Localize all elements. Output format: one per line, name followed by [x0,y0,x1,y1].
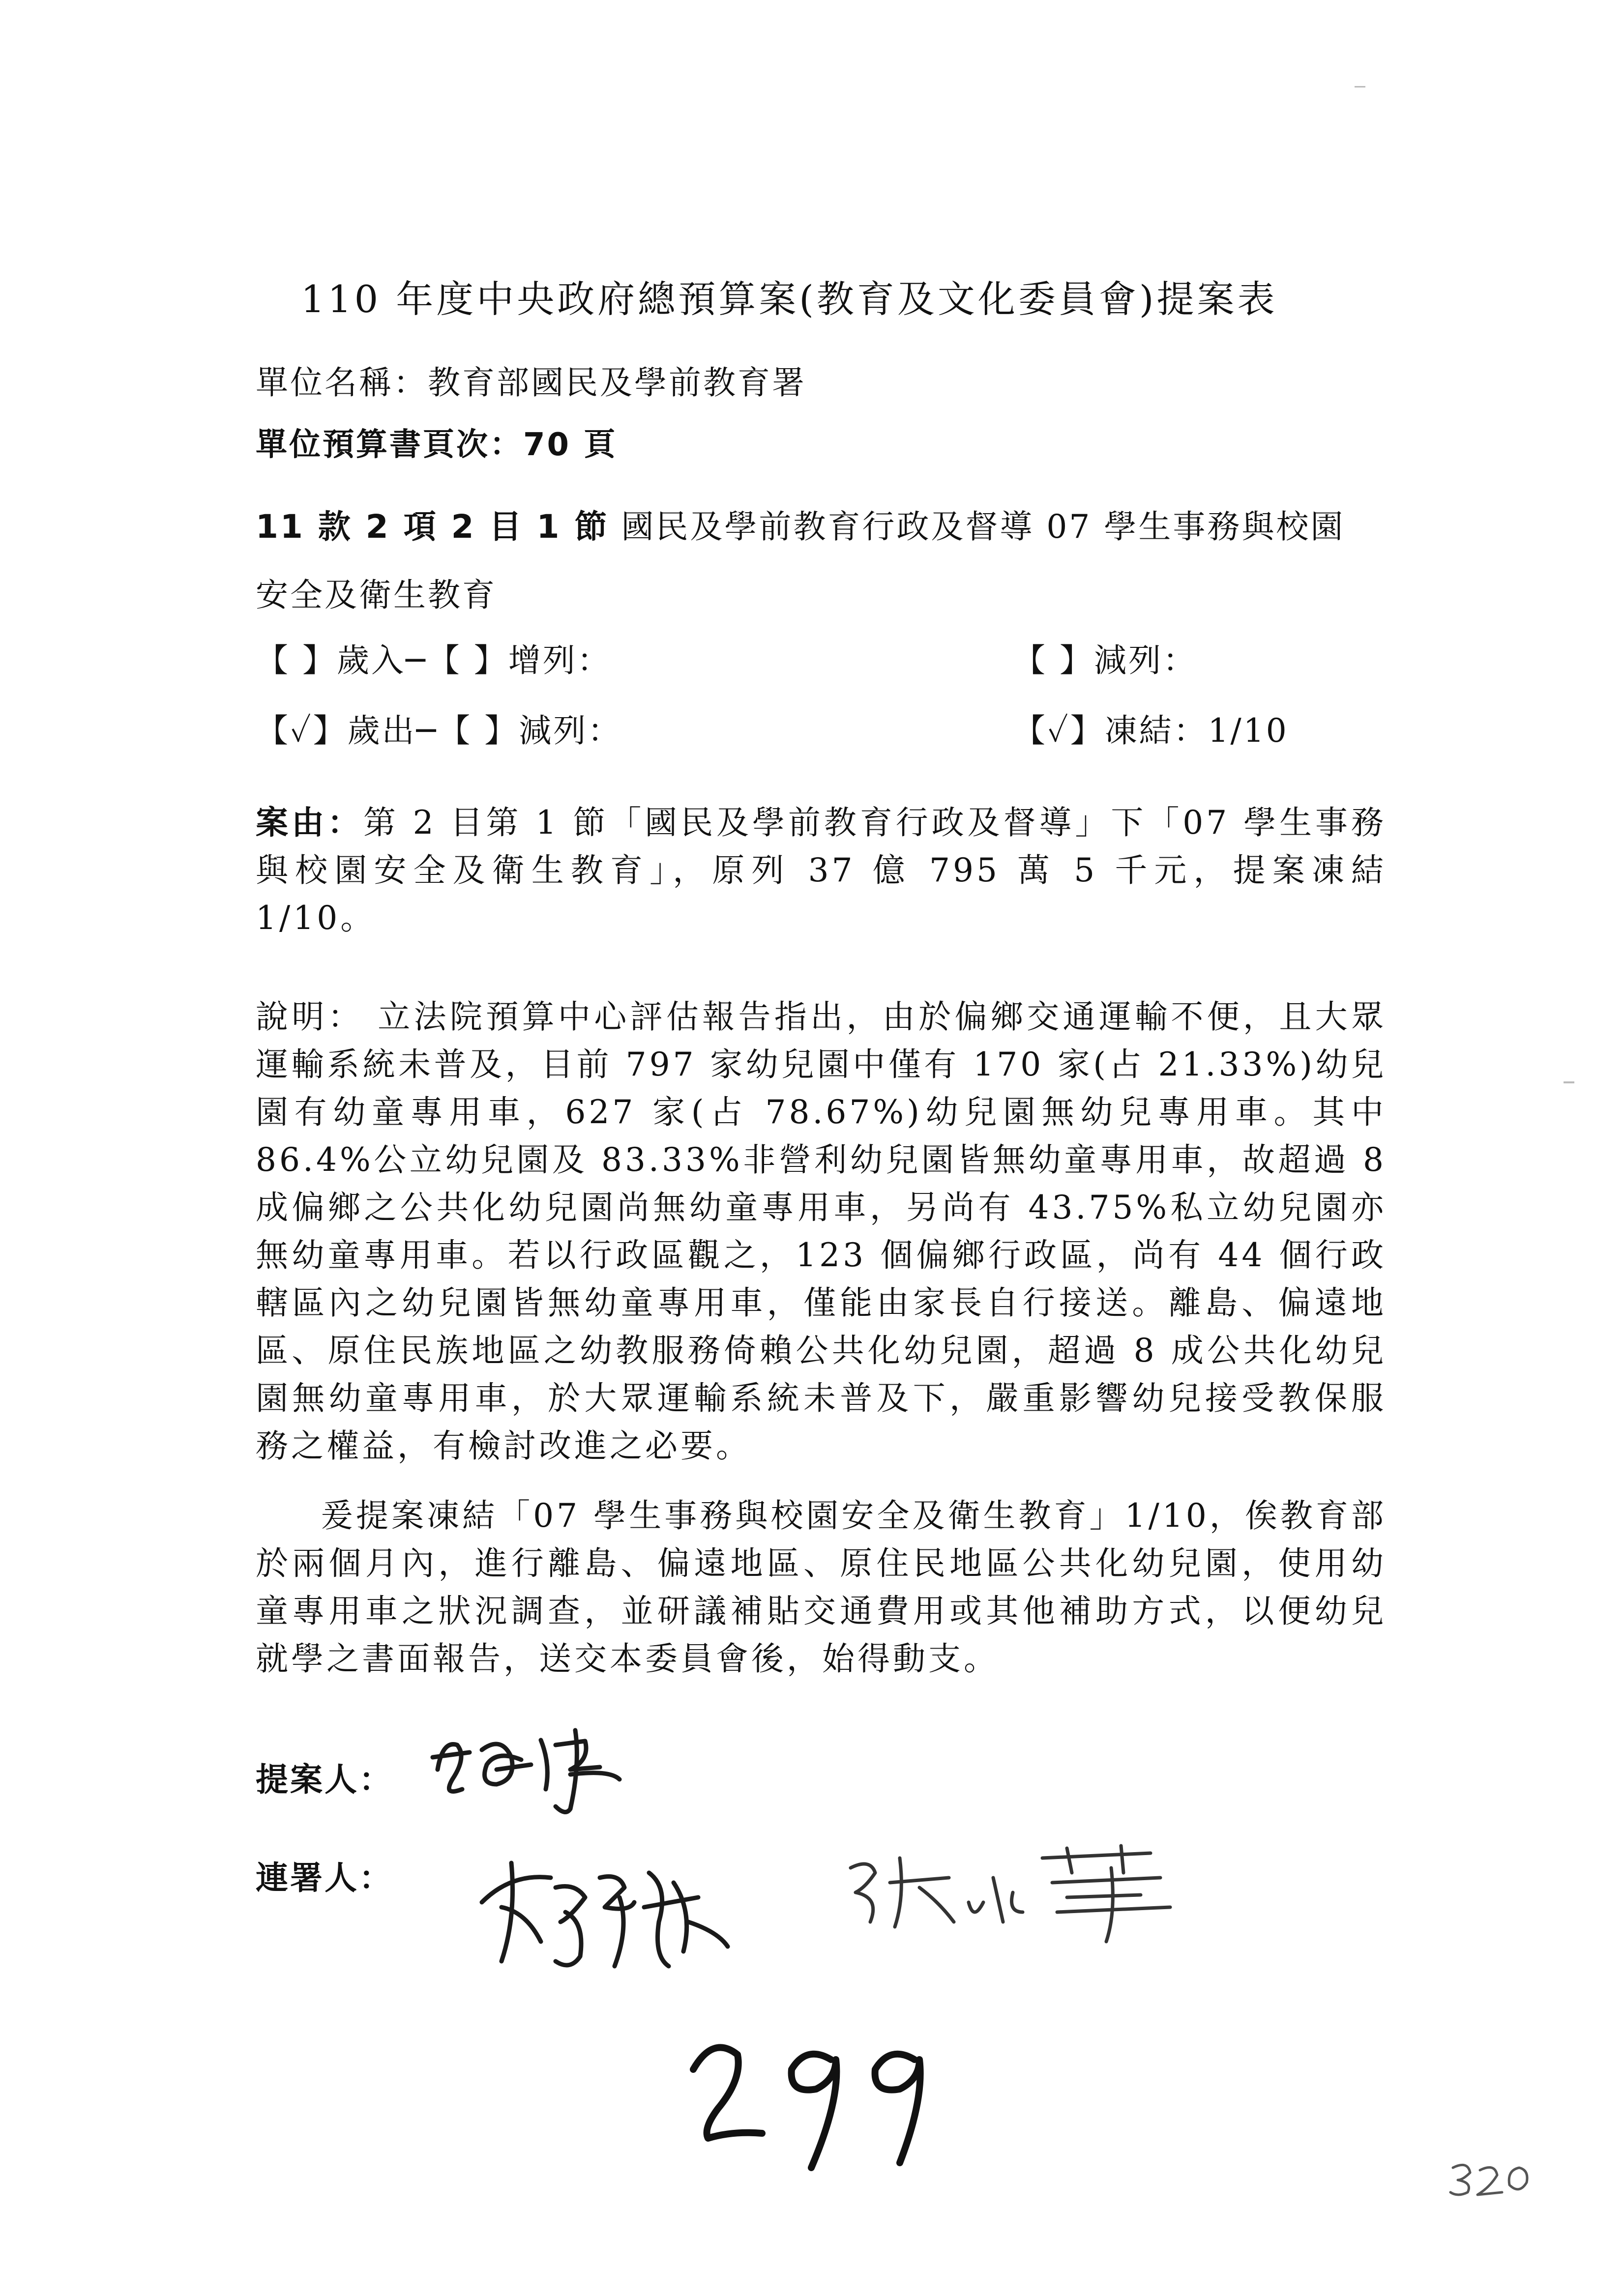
stray-mark [1564,1081,1574,1083]
proposal-paragraph: 爰提案凍結「07 學生事務與校園安全及衛生教育」1/10，俟教育部於兩個月內，進行離島、偏遠地區、原住民地區公共化幼兒園，使用幼童專用車之狀況調查，並研議補貼交通費用或其他補助方式，以便幼兒就學之書面報告，送交本委員會後，始得動支。 [256,1497,1387,1678]
cosigner-signature-1 [472,1843,747,1981]
proposer-signature [423,1711,679,1819]
revenue-option: 【 】歲入─【 】增列： [256,641,612,679]
budget-section [256,500,1345,547]
handwritten-page-number [683,2025,939,2173]
expense-option: 【✓】歲出─【 】減列： [256,712,622,750]
budget-page-reference: 單位預算書頁次：70 頁 [256,427,618,463]
section-title-continued: 安全及衛生教育 [256,576,497,614]
unit-name: 單位名稱：教育部國民及學前教育署 [256,364,806,402]
freeze-option: 【✓】凍結：1/10 [1013,712,1289,750]
case-paragraph [256,799,1387,942]
explanation-paragraph [256,993,1387,1470]
case-text: 第 2 目第 1 節「國民及學前教育行政及督導」下「07 學生事務與校園安全及衛生教育」，原列 37 億 795 萬 5 千元，提案凍結 1/10。 [256,804,1387,937]
cosigner-signature-2 [836,1838,1190,1947]
stray-mark [1355,86,1365,87]
section-number: 11 款 2 項 2 目 1 節 [256,508,609,546]
revenue-reduce-option: 【 】減列： [1013,641,1197,679]
explanation-label: 說明： [256,998,364,1036]
corner-note [1446,2153,1544,2202]
cosigner-label: 連署人： [256,1859,393,1897]
case-label: 案由： [256,804,363,842]
proposer-label: 提案人： [256,1761,393,1799]
document-title: 110 年度中央政府總預算案(教育及文化委員會)提案表 [301,277,1278,321]
section-title: 國民及學前教育行政及督導 07 學生事務與校園 [609,508,1345,546]
explanation-text: 立法院預算中心評估報告指出，由於偏鄉交通運輸不便，且大眾運輸系統未普及，目前 797 家幼兒園中僅有 170 家(占 21.33%)幼兒園有幼童專用車，627 家(占 78.67%)幼兒園無幼兒專用車。其中 86.4%公立幼兒園及 83.33%非營利幼兒園皆無幼童專用車，故超過 8 成偏鄉之公共化幼兒園尚無幼童專用車，另尚有 43.75%私立幼兒園亦無幼童專用車。若以行政區觀之，123 個偏鄉行政區，尚有 44 個行政轄區內之幼兒園皆無幼童專用車，僅能由家長自行接送。離島、偏遠地區、原住民族地區之幼教服務倚賴公共化幼兒園，超過 8 成公共化幼兒園無幼童專用車，於大眾運輸系統未普及下，嚴重影響幼兒接受教保服務之權益，有檢討改進之必要。 [256,998,1387,1465]
